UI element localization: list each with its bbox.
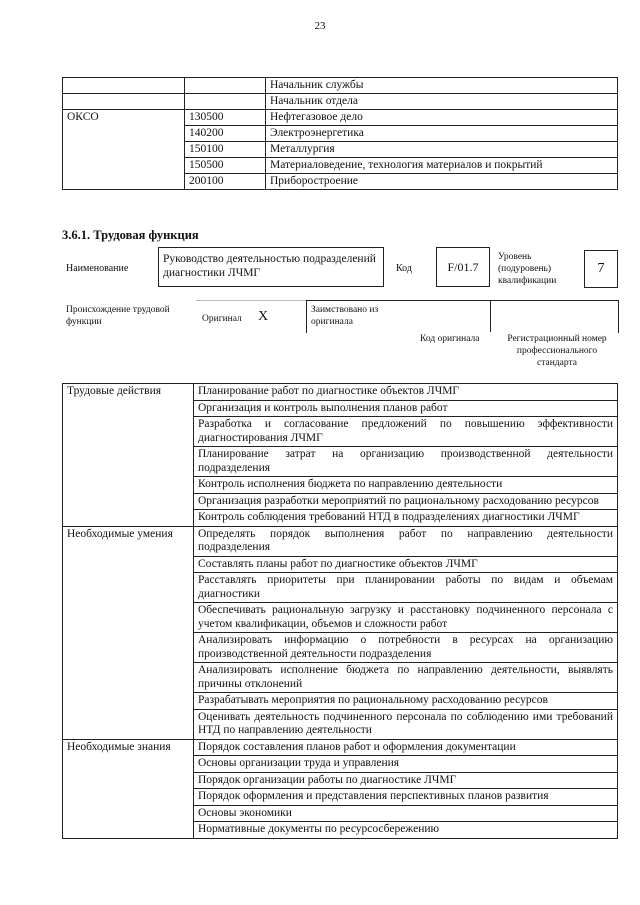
okso-specialty: Приборостроение (266, 174, 618, 190)
section-item: Контроль исполнения бюджета по направлению деятельности (194, 477, 618, 494)
reg-number-cell (490, 300, 619, 333)
code-label: Код (396, 263, 412, 274)
function-name-value: Руководство деятельностью подразделений диагностики ЛЧМГ (163, 253, 376, 279)
okso-specialty: Металлургия (266, 142, 618, 158)
level-value-box (584, 250, 618, 288)
section-category: Трудовые действия (63, 384, 194, 527)
borrowed-label: Заимствовано из оригинала (311, 305, 379, 327)
function-row (63, 384, 618, 401)
section-item: Составлять планы работ по диагностике объектов ЛЧМГ (194, 556, 618, 573)
original-mark: X (258, 309, 269, 324)
okso-top-row (63, 94, 618, 110)
section-item: Разрабатывать мероприятия по рациональному расходованию ресурсов (194, 693, 618, 710)
okso-code: 150500 (185, 158, 266, 174)
level-value: 7 (597, 261, 605, 276)
okso-cell: Начальник службы (266, 78, 618, 94)
code-value: F/01.7 (447, 259, 479, 274)
section-item: Порядок оформления и представления перспективных планов развития (194, 789, 618, 806)
section-item: Анализировать информацию о потребности в ресурсах на организацию производственной деятельности подразделения (194, 633, 618, 663)
section-item: Организация и контроль выполнения планов работ (194, 400, 618, 417)
section-item: Контроль соблюдения требований НТД в подразделениях диагностики ЛЧМГ (194, 510, 618, 527)
section-item: Анализировать исполнение бюджета по направлению деятельности, выявлять причины отклонений (194, 663, 618, 693)
okso-specialty: Материаловедение, технология материалов и покрытий (266, 158, 618, 174)
okso-cell: Начальник отдела (266, 94, 618, 110)
section-item: Расставлять приоритеты при планировании работы по видам и объемам диагностики (194, 573, 618, 603)
okso-label: ОКСО (63, 110, 185, 190)
section-item: Основы организации труда и управления (194, 756, 618, 773)
level-label: Уровень (подуровень) квалификации (498, 252, 557, 286)
original-label: Оригинал (202, 314, 242, 324)
origin-label: Происхождение трудовой функции (66, 305, 170, 327)
reg-number-label: Регистрационный номер профессионального стандарта (507, 334, 607, 368)
section-item: Определять порядок выполнения работ по направлению деятельности подразделения (194, 526, 618, 556)
okso-cell (185, 94, 266, 110)
section-item: Разработка и согласование предложений по повышению эффективности диагностирования ЛЧМГ (194, 417, 618, 447)
section-item: Планирование затрат на организацию производственной деятельности подразделения (194, 447, 618, 477)
section-category: Необходимые умения (63, 526, 194, 739)
original-cell (196, 300, 306, 333)
code-value-box (436, 247, 490, 287)
section-item: Основы экономики (194, 805, 618, 822)
function-details-table (62, 383, 618, 839)
okso-row (63, 110, 618, 126)
okso-table (62, 77, 618, 190)
code-original-label: Код оригинала (420, 334, 480, 344)
okso-cell (63, 94, 185, 110)
okso-code: 200100 (185, 174, 266, 190)
origin-row (196, 300, 618, 332)
okso-code: 130500 (185, 110, 266, 126)
okso-specialty: Нефтегазовое дело (266, 110, 618, 126)
section-item: Оценивать деятельность подчиненного персонала по соблюдению ими требований НТД по направлению деятельности (194, 709, 618, 739)
okso-code: 150100 (185, 142, 266, 158)
section-item: Порядок организации работы по диагностике ЛЧМГ (194, 772, 618, 789)
borrowed-cell (306, 300, 491, 333)
okso-cell (185, 78, 266, 94)
section-title: 3.6.1. Трудовая функция (62, 228, 199, 242)
page-number: 23 (314, 20, 326, 32)
name-label: Наименование (66, 263, 129, 274)
section-category: Необходимые знания (63, 739, 194, 838)
section-item: Порядок составления планов работ и оформления документации (194, 739, 618, 756)
function-name-box (158, 247, 384, 287)
function-row (63, 526, 618, 556)
okso-code: 140200 (185, 126, 266, 142)
okso-top-row (63, 78, 618, 94)
function-row (63, 739, 618, 756)
section-item: Организация разработки мероприятий по рациональному расходованию ресурсов (194, 493, 618, 510)
okso-specialty: Электроэнергетика (266, 126, 618, 142)
section-item: Планирование работ по диагностике объектов ЛЧМГ (194, 384, 618, 401)
section-item: Обеспечивать рациональную загрузку и расстановку подчиненного персонала с учетом квалификации, объемов и сложности работ (194, 603, 618, 633)
section-item: Нормативные документы по ресурсосбережению (194, 822, 618, 839)
okso-cell (63, 78, 185, 94)
